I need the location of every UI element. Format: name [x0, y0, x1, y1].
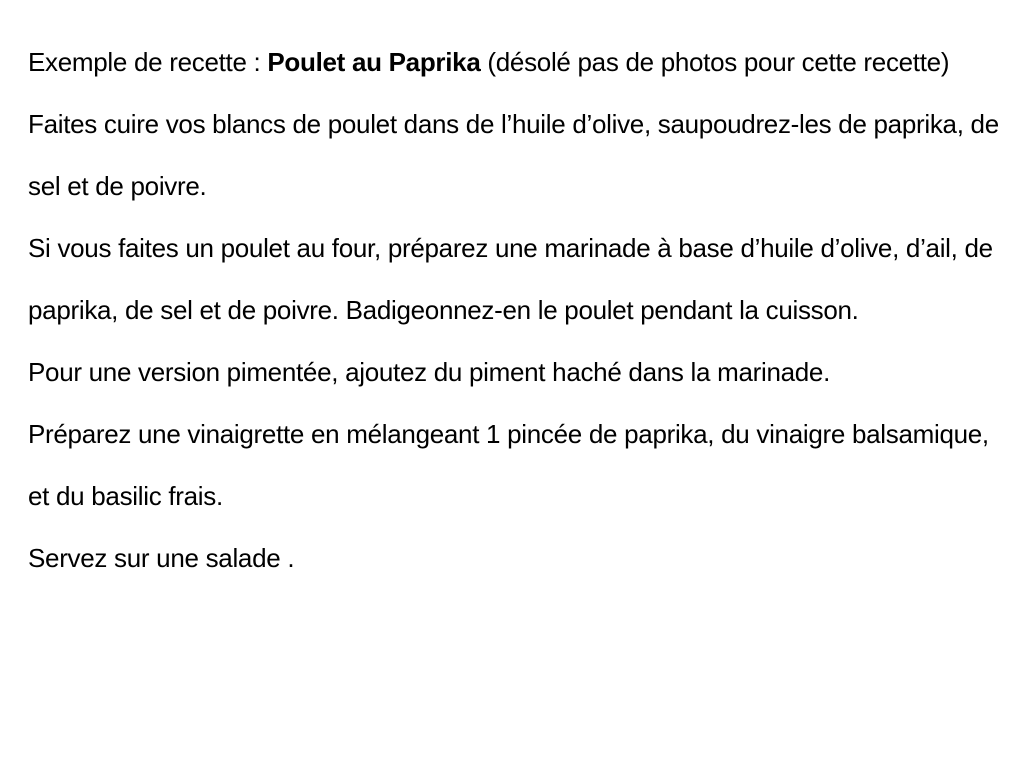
- recipe-paragraph-vinaigrette: Préparez une vinaigrette en mélangeant 1 pincée de paprika, du vinaigre balsamique, et du basilic frais.: [28, 419, 989, 511]
- intro-prefix: Exemple de recette :: [28, 47, 268, 77]
- recipe-paragraph-spicy: Pour une version pimentée, ajoutez du piment haché dans la marinade.: [28, 357, 831, 387]
- recipe-text: [28, 31, 1004, 589]
- recipe-paragraph-cook: Faites cuire vos blancs de poulet dans de l’huile d’olive, saupoudrez-les de paprika, de sel et de poivre.: [28, 109, 999, 201]
- recipe-title: Poulet au Paprika: [267, 47, 481, 77]
- recipe-paragraph-serve: Servez sur une salade .: [28, 543, 295, 573]
- recipe-paragraph-oven: Si vous faites un poulet au four, préparez une marinade à base d’huile d’olive, d’ail, de paprika, de sel et de poivre. Badigeonnez-en le poulet pendant la cuisson.: [28, 233, 993, 325]
- intro-suffix: (désolé pas de photos pour cette recette): [480, 47, 950, 77]
- recipe-intro: [28, 31, 1004, 93]
